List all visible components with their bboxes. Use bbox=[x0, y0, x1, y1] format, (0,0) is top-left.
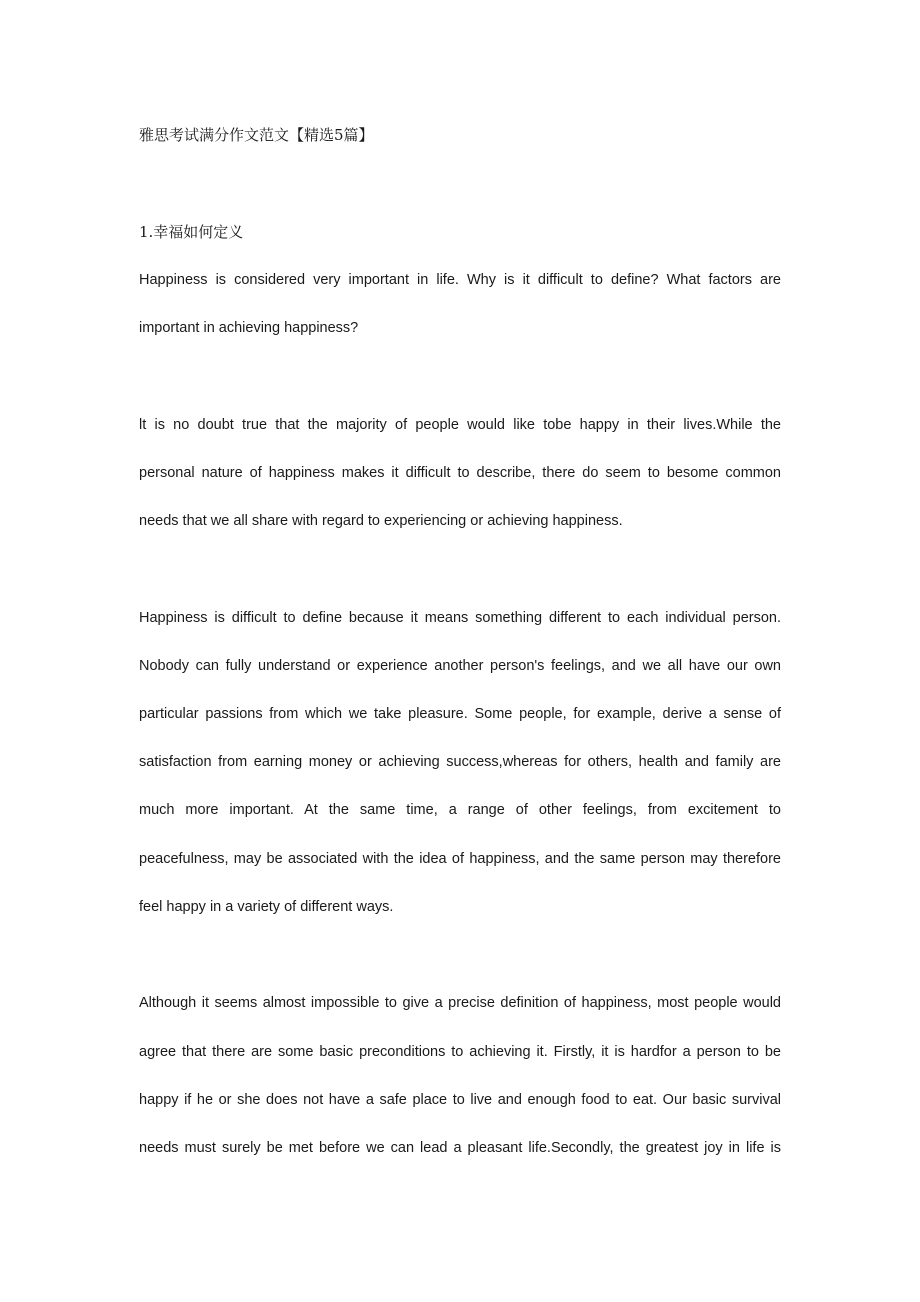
paragraph-line: personal nature of happiness makes it difficult to describe, there do seem to besome common bbox=[139, 465, 781, 481]
paragraph-line: Although it seems almost impossible to give a precise definition of happiness, most people would bbox=[139, 995, 781, 1011]
paragraph-line: particular passions from which we take pleasure. Some people, for example, derive a sense of bbox=[139, 706, 781, 722]
question-line: Happiness is considered very important in life. Why is it difficult to define? What factors are bbox=[139, 272, 781, 288]
section-heading: 1.幸福如何定义 bbox=[139, 223, 244, 241]
paragraph-line: Happiness is difficult to define because it means something different to each individual person. bbox=[139, 610, 781, 626]
paragraph-line: agree that there are some basic preconditions to achieving it. Firstly, it is hardfor a person to be bbox=[139, 1044, 781, 1060]
paragraph-line: happy if he or she does not have a safe place to live and enough food to eat. Our basic survival bbox=[139, 1092, 781, 1108]
paragraph-line: needs that we all share with regard to experiencing or achieving happiness. bbox=[139, 513, 623, 529]
paragraph-line: lt is no doubt true that the majority of people would like tobe happy in their lives.While the bbox=[139, 417, 781, 433]
paragraph-line: feel happy in a variety of different ways. bbox=[139, 899, 394, 915]
question-line: important in achieving happiness? bbox=[139, 320, 359, 336]
paragraph-line: much more important. At the same time, a range of other feelings, from excitement to bbox=[139, 802, 781, 818]
document-title: 雅思考试满分作文范文【精选5篇】 bbox=[139, 126, 374, 144]
paragraph-line: satisfaction from earning money or achieving success,whereas for others, health and family are bbox=[139, 754, 781, 770]
paragraph-line: peacefulness, may be associated with the idea of happiness, and the same person may therefore bbox=[139, 851, 781, 867]
paragraph-line: Nobody can fully understand or experience another person's feelings, and we all have our own bbox=[139, 658, 781, 674]
paragraph-line: needs must surely be met before we can lead a pleasant life.Secondly, the greatest joy in life is bbox=[139, 1140, 781, 1156]
